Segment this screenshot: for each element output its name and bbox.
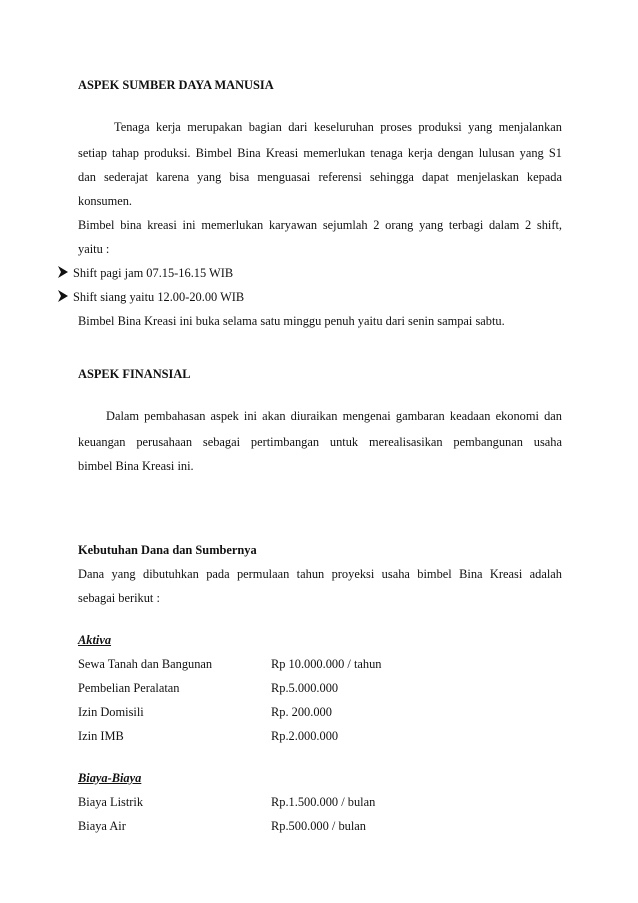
arrow-bullet-icon <box>58 290 68 302</box>
shift-bullet-item <box>58 289 244 305</box>
aktiva-label: Pembelian Peralatan <box>78 681 180 695</box>
biaya-label: Biaya Air <box>78 819 126 833</box>
biaya-heading: Biaya-Biaya <box>78 771 142 785</box>
aktiva-label: Izin Domisili <box>78 705 144 719</box>
sdm-para1-line2: setiap tahap produksi. Bimbel Bina Kreasi memerlukan tenaga kerja dengan lulusan yang S1 <box>78 146 562 160</box>
sdm-para1-line4: konsumen. <box>78 194 133 208</box>
aktiva-heading: Aktiva <box>78 633 112 647</box>
finansial-para-line2: keuangan perusahaan sebagai pertimbangan untuk merealisasikan pembangunan usaha <box>78 435 562 449</box>
biaya-label: Biaya Listrik <box>78 795 144 809</box>
sdm-para2-line1: Bimbel bina kreasi ini memerlukan karyawan sejumlah 2 orang yang terbagi dalam 2 shift, <box>78 218 562 232</box>
section-heading-sdm: ASPEK SUMBER DAYA MANUSIA <box>78 78 274 92</box>
dana-para-line2: sebagai berikut : <box>78 591 160 605</box>
aktiva-label: Izin IMB <box>78 729 124 743</box>
aktiva-value: Rp 10.000.000 / tahun <box>271 657 382 671</box>
sdm-para3: Bimbel Bina Kreasi ini buka selama satu minggu penuh yaitu dari senin sampai sabtu. <box>78 314 505 328</box>
sdm-para1-line3: dan sederajat karena yang bisa menguasai referensi sehingga dapat menjelaskan kepada <box>78 170 562 184</box>
shift-bullet-text: Shift pagi jam 07.15-16.15 WIB <box>73 266 234 280</box>
sdm-para2-line2: yaitu : <box>78 242 110 256</box>
section-heading-finansial: ASPEK FINANSIAL <box>78 367 191 381</box>
finansial-para-line3: bimbel Bina Kreasi ini. <box>78 459 194 473</box>
dana-para-line1: Dana yang dibutuhkan pada permulaan tahun proyeksi usaha bimbel Bina Kreasi adalah <box>78 567 562 581</box>
biaya-value: Rp.500.000 / bulan <box>271 819 366 833</box>
aktiva-value: Rp.5.000.000 <box>271 681 339 695</box>
aktiva-label: Sewa Tanah dan Bangunan <box>78 657 213 671</box>
aktiva-value: Rp.2.000.000 <box>271 729 339 743</box>
aktiva-value: Rp. 200.000 <box>271 705 332 719</box>
biaya-value: Rp.1.500.000 / bulan <box>271 795 376 809</box>
shift-bullet-text: Shift siang yaitu 12.00-20.00 WIB <box>73 290 245 304</box>
shift-bullet-item <box>58 265 233 281</box>
finansial-para-line1: Dalam pembahasan aspek ini akan diuraikan mengenai gambaran keadaan ekonomi dan <box>106 409 562 423</box>
arrow-bullet-icon <box>58 266 68 278</box>
section-heading-dana: Kebutuhan Dana dan Sumbernya <box>78 543 257 557</box>
sdm-para1-line1: Tenaga kerja merupakan bagian dari keseluruhan proses produksi yang menjalankan <box>114 120 562 134</box>
